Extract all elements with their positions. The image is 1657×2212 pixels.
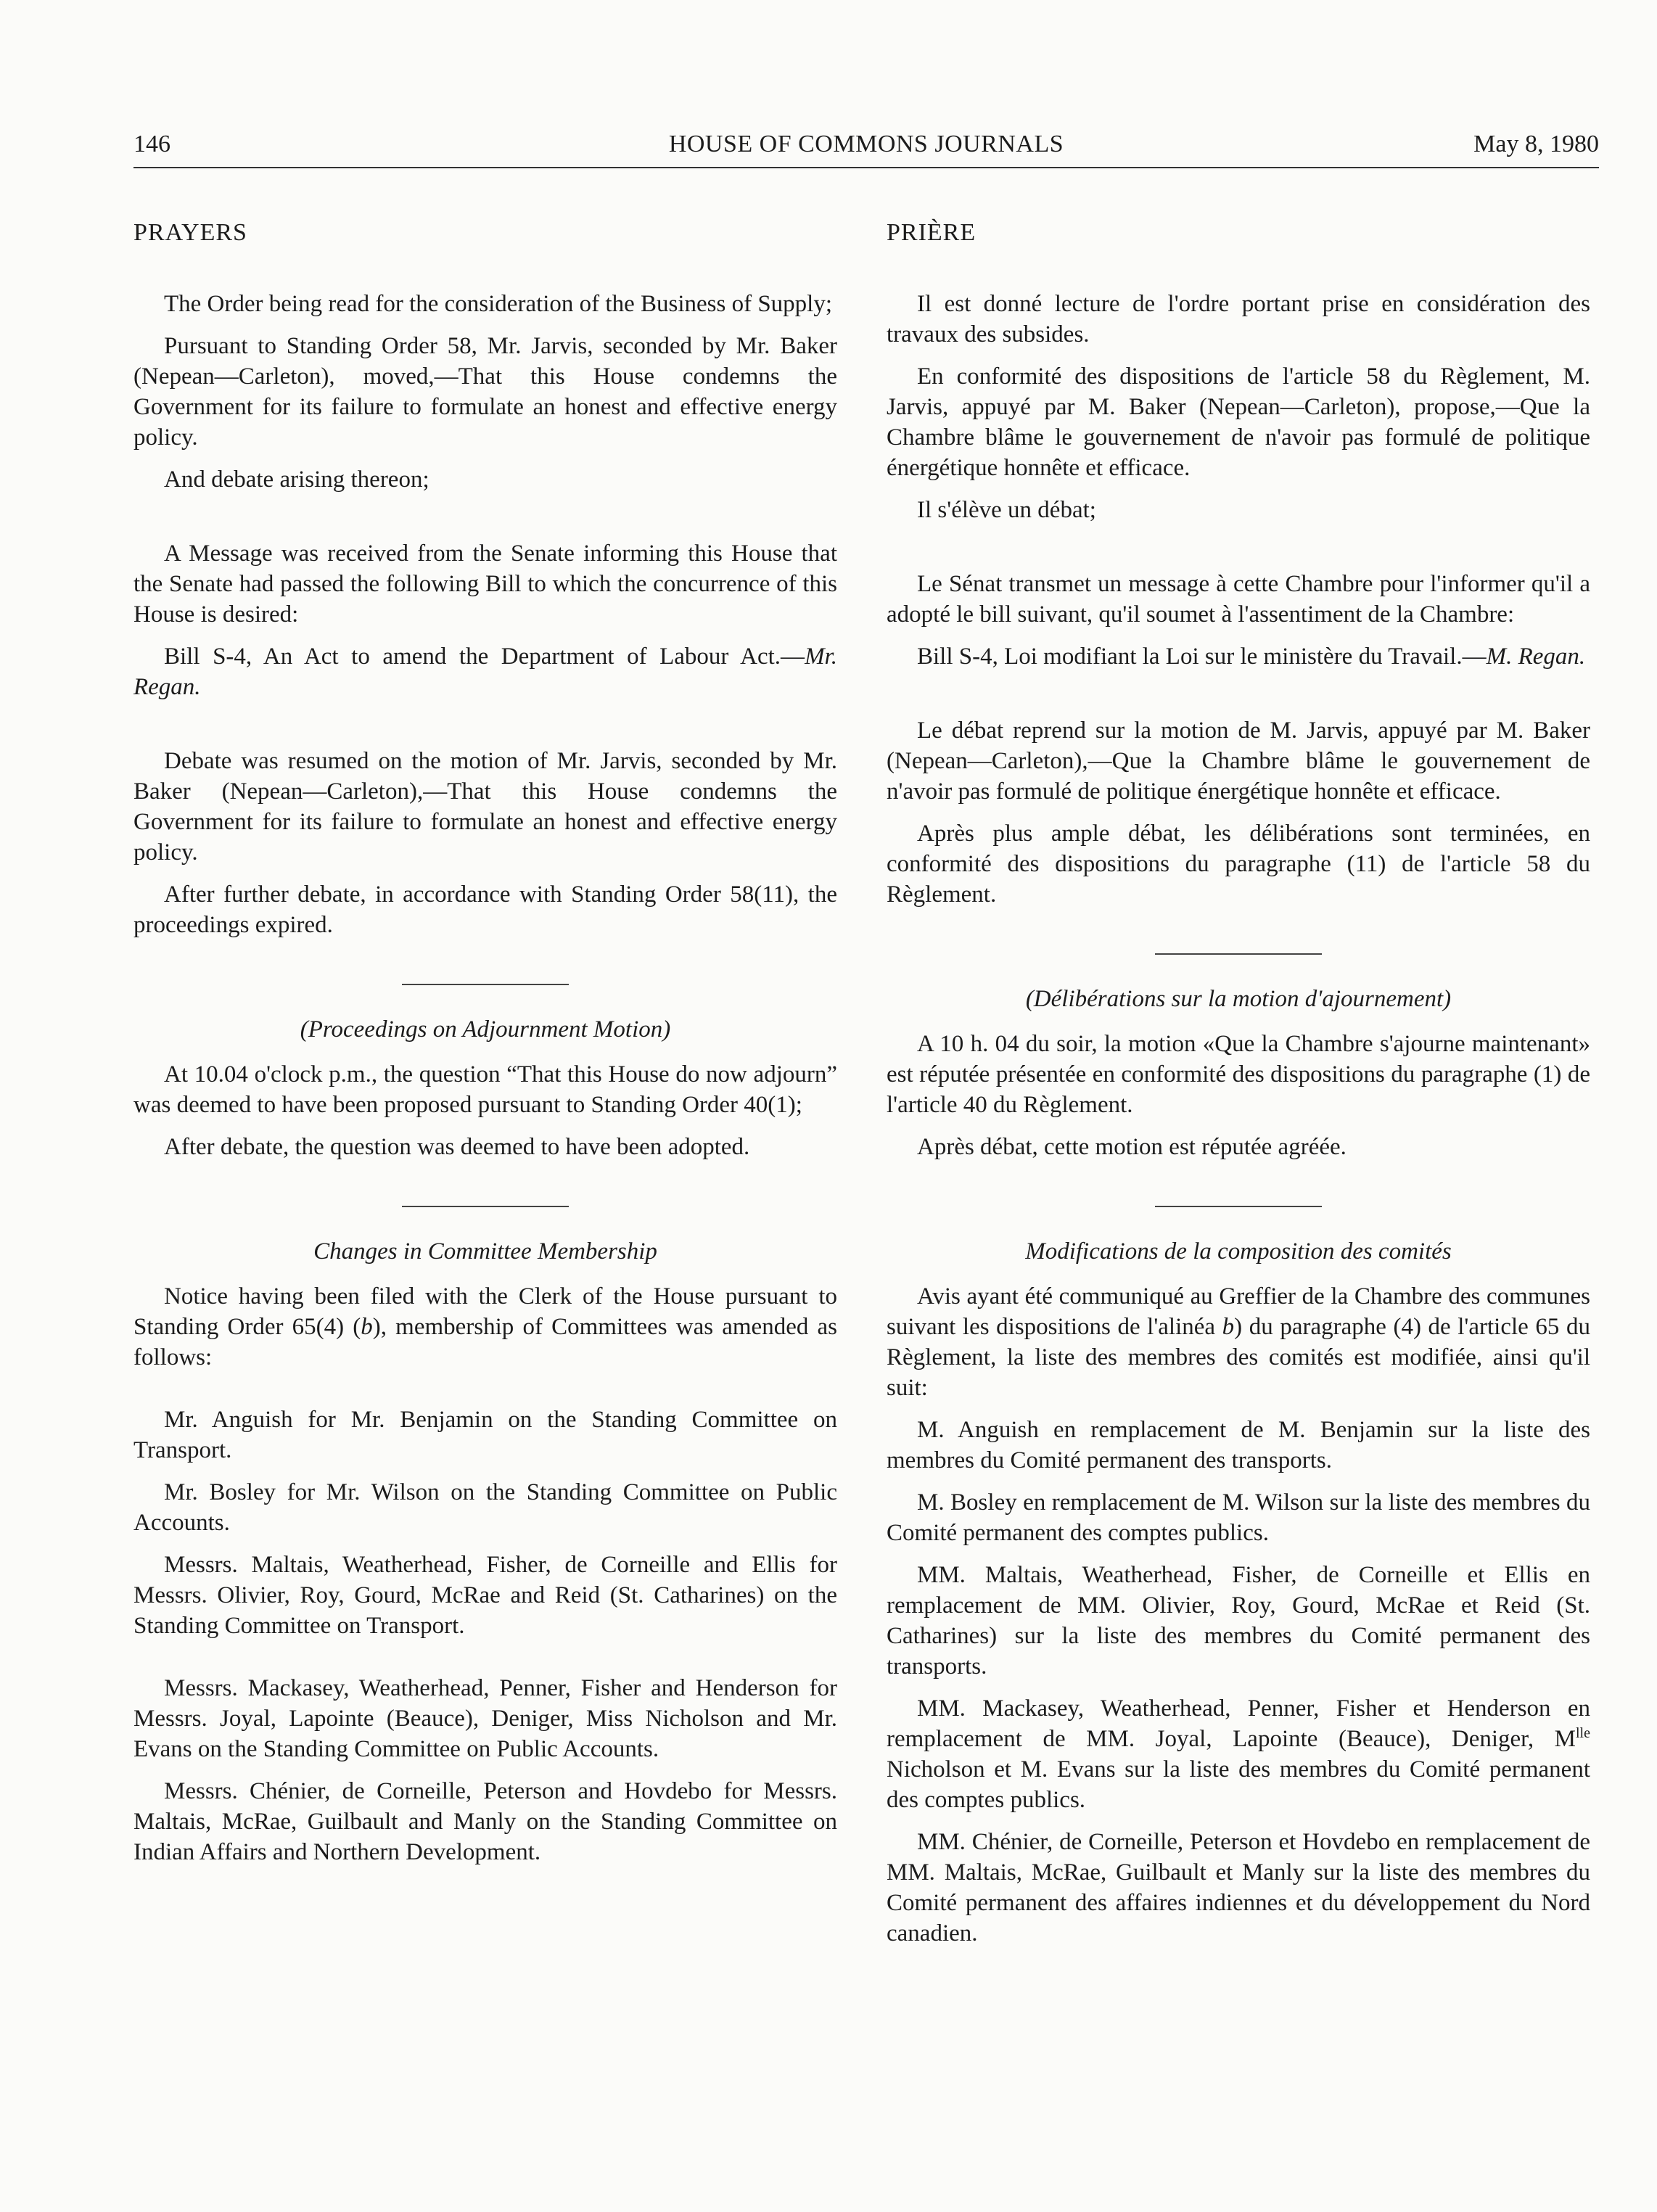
paragraph: After further debate, in accordance with Standing Order 58(11), the proceedings expired. xyxy=(133,881,837,938)
bill-text: Bill S-4, Loi modifiant la Loi sur le ministère du Travail.— xyxy=(917,644,1487,670)
paragraph: Debate was resumed on the motion of Mr. Jarvis, seconded by Mr. Baker (Nepean—Carleton),—That this House condemns the Government for its failure to formulate an honest and effective energy policy. xyxy=(133,748,837,866)
paragraph: Le débat reprend sur la motion de M. Jarvis, appuyé par M. Baker (Nepean—Carleton),—Que la Chambre blâme le gouvernement de n'avoir pas formulé de politique énergétique honnête et efficace. xyxy=(887,718,1590,805)
paragraph: The Order being read for the consideration of the Business of Supply; xyxy=(164,291,833,317)
paragraph xyxy=(887,641,1590,672)
text-run: b xyxy=(1222,1314,1235,1340)
text-run: Avis ayant été communiqué au Greffier de la Chambre des communes suivant les dispositions de l'alinéa xyxy=(887,1283,1590,1340)
bill-text: Bill S-4, An Act to amend the Department of Labour Act.— xyxy=(164,644,805,670)
section-divider xyxy=(1155,1206,1322,1207)
paragraph: Mr. Bosley for Mr. Wilson on the Standing Committee on Public Accounts. xyxy=(133,1479,837,1536)
paragraph: Messrs. Mackasey, Weatherhead, Penner, Fisher and Henderson for Messrs. Joyal, Lapointe (Beauce), Deniger, Miss Nicholson and Mr. Evans on the Standing Committee on Public Accounts. xyxy=(133,1675,837,1762)
paragraph xyxy=(887,1281,1590,1403)
paragraph: Après débat, cette motion est réputée agréée. xyxy=(917,1134,1346,1160)
journal-date: May 8, 1980 xyxy=(1473,131,1599,157)
paragraph: Il s'élève un débat; xyxy=(917,497,1096,523)
paragraph: And debate arising thereon; xyxy=(164,466,429,493)
section-heading: PRAYERS xyxy=(133,219,247,246)
paragraph: A Message was received from the Senate informing this House that the Senate had passed the following Bill to which the concurrence of this House is desired: xyxy=(133,540,837,628)
bill-sponsor: Mr. Regan. xyxy=(133,644,837,700)
english-column xyxy=(133,218,837,1879)
subheading: (Délibérations sur la motion d'ajournement) xyxy=(1025,986,1452,1012)
paragraph: Le Sénat transmet un message à cette Chambre pour l'informer qu'il a adopté le bill suivant, qu'il soumet à l'assentiment de la Chambre: xyxy=(887,571,1590,628)
paragraph: MM. Maltais, Weatherhead, Fisher, de Corneille et Ellis en remplacement de MM. Olivier, Roy, Gourd, McRae et Reid (St. Catharines) sur la liste des membres du Comité permanent des transports. xyxy=(887,1562,1590,1679)
section-divider xyxy=(1155,953,1322,955)
journal-title: HOUSE OF COMMONS JOURNALS xyxy=(668,131,1064,157)
paragraph: Messrs. Maltais, Weatherhead, Fisher, de Corneille and Ellis for Messrs. Olivier, Roy, Gourd, McRae and Reid (St. Catharines) on the Standing Committee on Transport. xyxy=(133,1552,837,1639)
subheading: (Proceedings on Adjournment Motion) xyxy=(300,1016,671,1043)
paragraph: Pursuant to Standing Order 58, Mr. Jarvis, seconded by Mr. Baker (Nepean—Carleton), moved,—That this House condemns the Government for its failure to formulate an honest and effective energy policy. xyxy=(133,333,837,451)
french-column xyxy=(887,218,1590,1960)
paragraph: M. Anguish en remplacement de M. Benjamin sur la liste des membres du Comité permanent des transports. xyxy=(887,1417,1590,1473)
text-run: Nicholson et M. Evans sur la liste des membres du Comité permanent des comptes publics. xyxy=(887,1756,1590,1813)
subheading: Modifications de la composition des comités xyxy=(1025,1238,1452,1265)
paragraph: Après plus ample débat, les délibérations sont terminées, en conformité des dispositions du paragraphe (11) de l'article 58 du Règlement. xyxy=(887,821,1590,908)
paragraph: After debate, the question was deemed to have been adopted. xyxy=(164,1134,750,1160)
paragraph: En conformité des dispositions de l'article 58 du Règlement, M. Jarvis, appuyé par M. Baker (Nepean—Carleton), propose,—Que la Chambre blâme le gouvernement de n'avoir pas formulé de politique énergétique honnête et efficace. xyxy=(887,363,1590,481)
bill-sponsor: M. Regan. xyxy=(1486,644,1586,670)
text-run: b xyxy=(361,1314,373,1340)
paragraph xyxy=(887,1693,1590,1815)
paragraph xyxy=(133,1281,837,1373)
text-run: ) du paragraphe (4) de l'article 65 du Règlement, la liste des membres des comités est modifiée, ainsi qu'il suit: xyxy=(887,1314,1590,1401)
running-head xyxy=(133,122,1599,168)
section-heading: PRIÈRE xyxy=(887,219,976,246)
paragraph: Messrs. Chénier, de Corneille, Peterson and Hovdebo for Messrs. Maltais, McRae, Guilbault and Manly on the Standing Committee on Indian Affairs and Northern Development. xyxy=(133,1778,837,1865)
text-run: MM. Mackasey, Weatherhead, Penner, Fisher et Henderson en remplacement de MM. Joyal, Lapointe (Beauce), Deniger, M xyxy=(887,1695,1590,1752)
superscript: lle xyxy=(1576,1725,1590,1741)
page-number: 146 xyxy=(133,131,170,157)
paragraph xyxy=(133,641,837,702)
text-run: Notice having been filed with the Clerk of the House pursuant to Standing Order 65(4) ( xyxy=(133,1283,837,1340)
subheading: Changes in Committee Membership xyxy=(313,1238,657,1265)
paragraph: Il est donné lecture de l'ordre portant prise en considération des travaux des subsides. xyxy=(887,291,1590,348)
paragraph: A 10 h. 04 du soir, la motion «Que la Chambre s'ajourne maintenant» est réputée présentée en conformité des dispositions du paragraphe (1) de l'article 40 du Règlement. xyxy=(887,1031,1590,1118)
paragraph: M. Bosley en remplacement de M. Wilson sur la liste des membres du Comité permanent des comptes publics. xyxy=(887,1489,1590,1546)
paragraph: MM. Chénier, de Corneille, Peterson et Hovdebo en remplacement de MM. Maltais, McRae, Guilbault et Manly sur la liste des membres du Comité permanent des affaires indiennes et du développement du Nord canadien. xyxy=(887,1829,1590,1946)
paragraph: Mr. Anguish for Mr. Benjamin on the Standing Committee on Transport. xyxy=(133,1407,837,1463)
text-run: ), membership of Committees was amended as follows: xyxy=(133,1314,837,1370)
paragraph: At 10.04 o'clock p.m., the question “That this House do now adjourn” was deemed to have been proposed pursuant to Standing Order 40(1); xyxy=(133,1061,837,1118)
section-divider xyxy=(402,984,569,985)
section-divider xyxy=(402,1206,569,1207)
